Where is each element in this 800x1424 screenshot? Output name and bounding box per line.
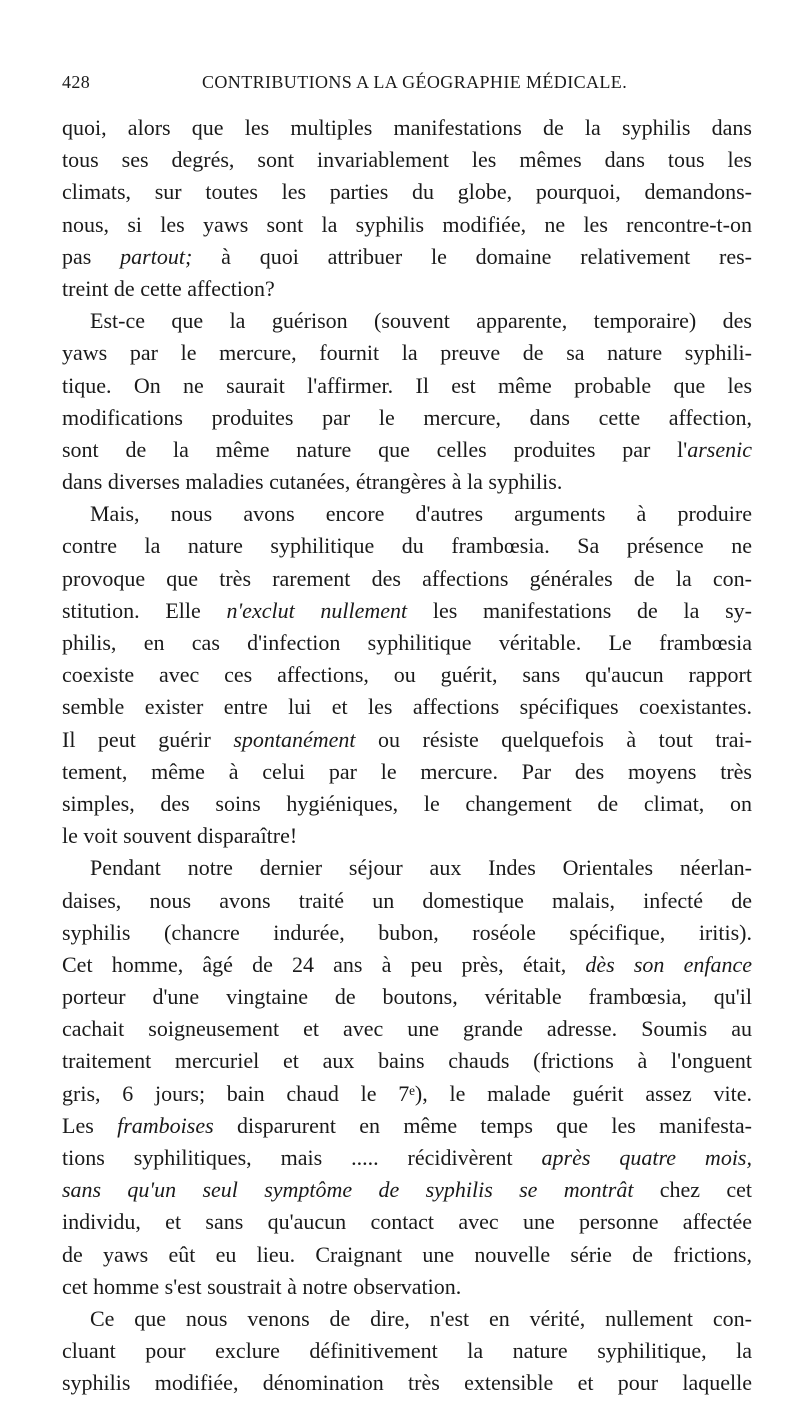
text-line: Mais, nous avons encore d'autres arguments à produire xyxy=(90,501,752,527)
text-line xyxy=(62,1110,752,1142)
text-line: provoque que très rarement des affections générales de la con- xyxy=(62,565,752,591)
text-line: modifications produites par le mercure, dans cette affection, xyxy=(62,404,752,430)
text-segment: Les xyxy=(62,1112,118,1138)
text-line: treint de cette affection? xyxy=(62,275,275,301)
text-segment: chez cet xyxy=(633,1177,753,1203)
running-title: CONTRIBUTIONS A LA GÉOGRAPHIE MÉDICALE. xyxy=(202,72,628,92)
text-line: semble exister entre lui et les affections spécifiques coexistantes. xyxy=(62,694,752,720)
text-line: Pendant notre dernier séjour aux Indes Orientales néerlan- xyxy=(90,855,752,881)
text-line: porteur d'une vingtaine de boutons, véritable frambœsia, qu'il xyxy=(62,984,752,1010)
text-line xyxy=(62,595,752,627)
text-line: cachait soigneusement et avec une grande adresse. Soumis au xyxy=(62,1016,752,1042)
italic-segment: partout; xyxy=(120,243,193,269)
italic-segment: dès son enfance xyxy=(585,951,752,977)
text-line: tement, même à celui par le mercure. Par des moyens très xyxy=(62,758,752,784)
text-segment: à quoi attribuer le domaine relativement res- xyxy=(192,243,753,269)
text-segment: sont de la même nature que celles produites par l' xyxy=(62,436,688,462)
italic-segment: sans qu'un seul symptôme de syphilis se montrât xyxy=(62,1177,634,1203)
text-line xyxy=(62,949,752,981)
italic-segment: n'exclut nullement xyxy=(226,597,408,623)
text-segment: tions syphilitiques, mais ..... récidivèrent xyxy=(62,1145,542,1170)
body-text xyxy=(62,112,752,1400)
text-line xyxy=(62,1142,752,1174)
italic-segment: arsenic xyxy=(687,436,752,462)
text-line xyxy=(62,434,752,466)
page-header xyxy=(62,72,742,100)
text-segment: pas xyxy=(62,243,121,269)
text-line xyxy=(62,1174,752,1206)
text-line: cet homme s'est soustrait à notre observation. xyxy=(62,1273,462,1299)
text-line: daises, nous avons traité un domestique malais, infecté de xyxy=(62,887,752,913)
text-line: Ce que nous venons de dire, n'est en vérité, nullement con- xyxy=(90,1305,752,1331)
text-line: gris, 6 jours; bain chaud le 7ᵉ), le malade guérit assez vite. xyxy=(62,1080,752,1106)
text-line: le voit souvent disparaître! xyxy=(62,823,298,849)
italic-segment: framboises xyxy=(117,1112,214,1138)
text-line: Est-ce que la guérison (souvent apparente, temporaire) des xyxy=(90,308,752,334)
text-line: contre la nature syphilitique du frambœsia. Sa présence ne xyxy=(62,533,752,559)
text-line: individu, et sans qu'aucun contact avec une personne affectée xyxy=(62,1209,752,1235)
text-segment: disparurent en même temps que les manifesta- xyxy=(213,1112,752,1138)
text-line xyxy=(62,724,752,756)
text-line: de yaws eût eu lieu. Craignant une nouvelle série de frictions, xyxy=(62,1241,752,1267)
text-line: tique. On ne saurait l'affirmer. Il est même probable que les xyxy=(62,372,752,398)
text-line xyxy=(62,241,752,273)
text-line: syphilis modifiée, dénomination très extensible et pour laquelle xyxy=(62,1370,752,1396)
text-line: nous, si les yaws sont la syphilis modifiée, ne les rencontre-t-on xyxy=(62,211,752,237)
italic-segment: spontanément xyxy=(233,726,356,752)
text-segment: Il peut guérir xyxy=(62,726,234,752)
text-segment: Cet homme, âgé de 24 ans à peu près, était, xyxy=(62,951,586,977)
text-line: tous ses degrés, sont invariablement les mêmes dans tous les xyxy=(62,147,752,173)
text-segment: stitution. Elle xyxy=(62,597,227,623)
italic-segment: après quatre mois, xyxy=(541,1145,752,1170)
text-line: simples, des soins hygiéniques, le changement de climat, on xyxy=(62,790,752,816)
text-line: quoi, alors que les multiples manifestations de la syphilis dans xyxy=(62,115,752,140)
text-line: yaws par le mercure, fournit la preuve de sa nature syphili- xyxy=(62,340,752,366)
text-line: syphilis (chancre indurée, bubon, roséole spécifique, iritis). xyxy=(62,919,752,945)
text-line: climats, sur toutes les parties du globe, pourquoi, demandons- xyxy=(62,179,752,205)
text-line: philis, en cas d'infection syphilitique véritable. Le frambœsia xyxy=(62,630,752,655)
text-line: dans diverses maladies cutanées, étrangères à la syphilis. xyxy=(62,469,563,495)
page-number: 428 xyxy=(62,72,91,92)
text-line: coexiste avec ces affections, ou guérit, sans qu'aucun rapport xyxy=(62,662,752,688)
text-line: cluant pour exclure définitivement la nature syphilitique, la xyxy=(62,1338,752,1364)
text-line: traitement mercuriel et aux bains chauds (frictions à l'onguent xyxy=(62,1048,752,1074)
text-segment: les manifestations de la sy- xyxy=(407,597,752,623)
text-segment: ou résiste quelquefois à tout trai- xyxy=(355,726,752,752)
